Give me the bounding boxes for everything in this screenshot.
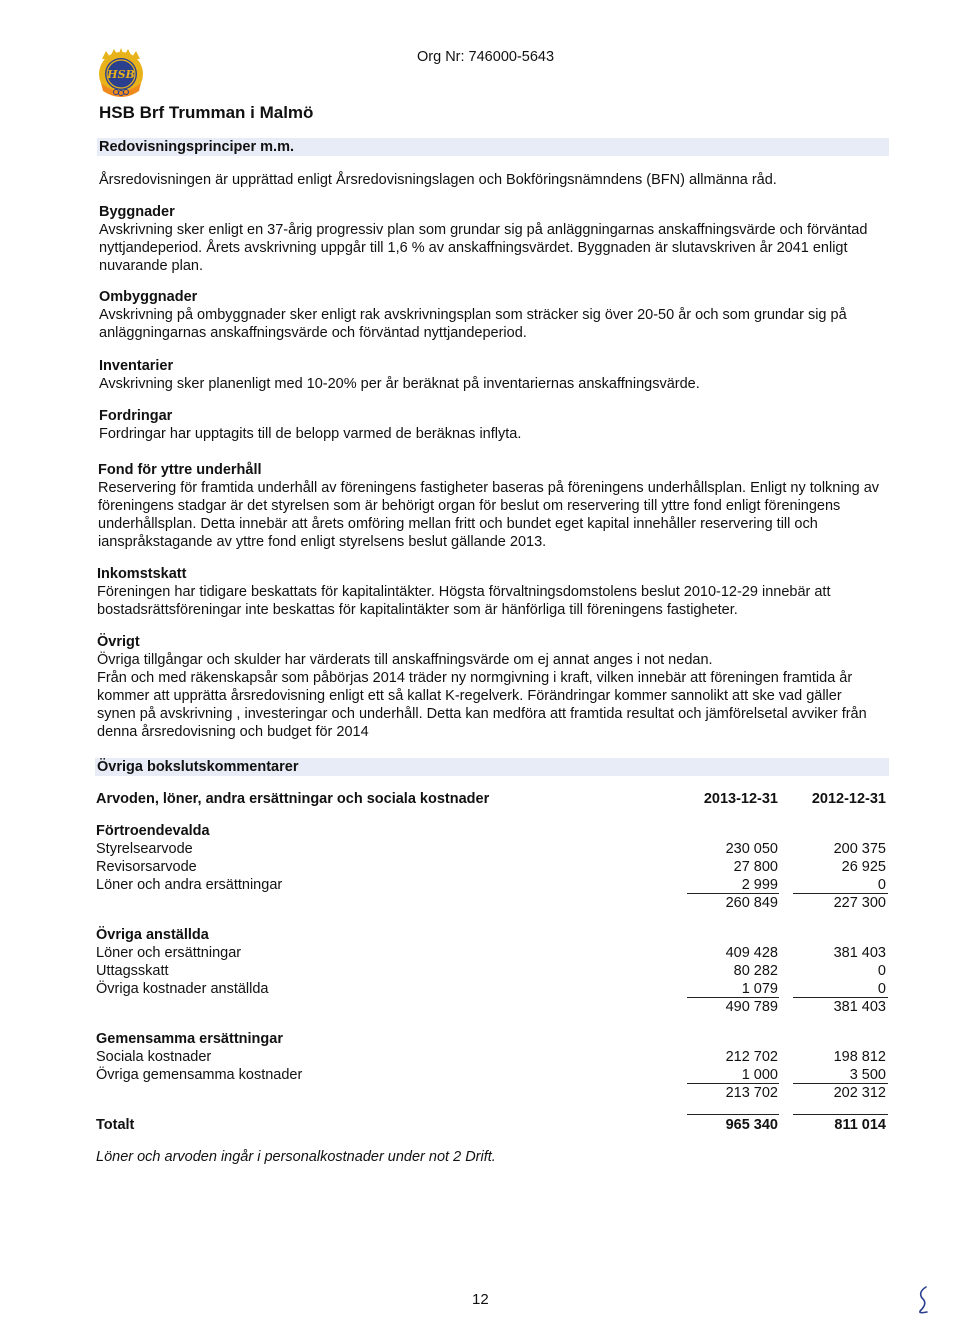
table-row (96, 1066, 890, 1084)
section-heading: Övrigt (97, 634, 140, 650)
paragraph-line: Avskrivning sker enligt en 37-årig progressiv plan som grundar sig på anläggningarnas anskaffningsvärde och förväntad (99, 222, 868, 238)
row-value-2013: 2 999 (741, 877, 778, 893)
subtotal-2012: 227 300 (833, 895, 886, 911)
total-2012: 811 014 (834, 1117, 886, 1133)
table-row (96, 962, 890, 980)
paragraph-line: kommer att upprätta årsredovisning enligt ett så kallat K-regelverk. Förändringar kommer sannolikt att ske vad gäller (97, 688, 842, 704)
section-bar-principles (97, 138, 889, 156)
row-label: Sociala kostnader (96, 1049, 212, 1065)
total-2013: 965 340 (725, 1117, 778, 1133)
handwritten-initial-icon (912, 1284, 936, 1322)
row-value-2013: 230 050 (725, 841, 778, 857)
section-fond (98, 461, 879, 551)
section-heading: Ombyggnader (99, 289, 198, 305)
intro-paragraph (99, 171, 777, 189)
row-label: Revisorsarvode (96, 859, 197, 875)
row-value-2013: 80 282 (733, 963, 778, 979)
paragraph-line: Avskrivning på ombyggnader sker enligt rak avskrivningsplan som sträcker sig över 20-50 år och som grundar sig på (99, 307, 847, 323)
footnote: Löner och arvoden ingår i personalkostnader under not 2 Drift. (96, 1149, 496, 1165)
table-row (96, 980, 890, 998)
row-label: Uttagsskatt (96, 963, 169, 979)
paragraph-line: bostadsrättsföreningar inte beskattas för kapitalintäkter som är hänförliga till föreningens fastigheter. (97, 602, 738, 618)
section-inkomstskatt (97, 565, 831, 619)
section-byggnader (99, 203, 867, 275)
column-header-2012: 2012-12-31 (811, 791, 886, 807)
row-value-2012: 198 812 (833, 1049, 886, 1065)
row-value-2012: 0 (877, 963, 886, 979)
subtotal-row (96, 1084, 890, 1102)
row-value-2012: 381 403 (833, 945, 886, 961)
table-row (96, 1048, 890, 1066)
paragraph-line: Fordringar har upptagits till de belopp varmed de beräknas inflyta. (99, 426, 522, 442)
subtotal-2013: 213 702 (725, 1085, 778, 1101)
row-value-2012: 26 925 (841, 859, 886, 875)
section-title: Övriga bokslutskommentarer (97, 759, 299, 775)
group-heading: Förtroendevalda (96, 823, 210, 839)
organization-name: HSB Brf Trumman i Malmö (99, 103, 314, 122)
total-label: Totalt (96, 1117, 135, 1133)
subtotal-row (96, 998, 890, 1016)
section-heading: Byggnader (99, 204, 175, 220)
paragraph-line: anläggningarnas anskaffningsvärde och förväntad nyttjandeperiod. (99, 325, 527, 341)
section-ombyggnader (99, 288, 847, 342)
table-header-row (96, 790, 890, 808)
row-value-2013: 212 702 (725, 1049, 778, 1065)
section-ovrigt (97, 633, 867, 741)
section-heading: Inventarier (99, 358, 174, 374)
table-title: Arvoden, löner, andra ersättningar och sociala kostnader (96, 791, 490, 807)
paragraph-line: föreningens stadgar är det styrelsen som är behörigt organ för beslut om reservering till yttre fond enligt föreningens (98, 498, 841, 514)
paragraph-line: Avskrivning sker planenligt med 10-20% per år beräknat på inventariernas anskaffningsvärde. (99, 376, 700, 392)
paragraph-line: Föreningen har tidigare beskattats för kapitalintäkter. Högsta förvaltningsdomstolens beslut 2010-12-29 innebär att (97, 584, 831, 600)
total-row (96, 1116, 890, 1134)
section-heading: Fordringar (99, 408, 173, 424)
paragraph-line: Reservering för framtida underhåll av föreningens fastigheter baseras på föreningens underhållsplan. Enligt ny tolkning av (98, 480, 880, 496)
paragraph-line: nyttjandeperiod. Årets avskrivning uppgår till 1,6 % av anskaffningsvärdet. Byggnaden är slutavskriven år 2041 enligt (99, 240, 848, 256)
group-heading-row (96, 926, 890, 944)
section-bar-comments (95, 758, 889, 776)
row-label: Löner och andra ersättningar (96, 877, 283, 893)
group-heading-row (96, 822, 890, 840)
table-row (96, 858, 890, 876)
subtotal-2013: 260 849 (725, 895, 778, 911)
paragraph-line: nuvarande plan. (99, 258, 203, 274)
section-heading: Fond för yttre underhåll (98, 462, 262, 478)
subtotal-row (96, 894, 890, 912)
table-row (96, 840, 890, 858)
paragraph-line: denna årsredovisning och budget för 2014 (97, 724, 369, 740)
row-label: Löner och ersättningar (96, 945, 242, 961)
row-value-2013: 1 000 (741, 1067, 778, 1083)
svg-text:HSB: HSB (107, 68, 135, 81)
row-label: Övriga gemensamma kostnader (96, 1067, 303, 1083)
group-heading-row (96, 1030, 890, 1048)
section-heading: Inkomstskatt (97, 566, 187, 582)
paragraph-line: underhållsplan. Detta innebär att årets omföring mellan fritt och bundet eget kapital innehåller reservering till och (98, 516, 818, 532)
subtotal-2012: 381 403 (833, 999, 886, 1015)
page-number: 12 (472, 1291, 489, 1308)
subtotal-2013: 490 789 (725, 999, 778, 1015)
row-label: Styrelsearvode (96, 841, 193, 857)
row-value-2013: 27 800 (733, 859, 778, 875)
table-row (96, 876, 890, 894)
intro-text: Årsredovisningen är upprättad enligt Årsredovisningslagen och Bokföringsnämndens (BFN) allmänna råd. (99, 172, 777, 188)
group-heading: Övriga anställda (96, 927, 209, 943)
row-value-2012: 3 500 (849, 1067, 886, 1083)
total-rule (687, 1114, 779, 1115)
group-heading: Gemensamma ersättningar (96, 1031, 283, 1047)
row-value-2012: 0 (877, 877, 886, 893)
table-row (96, 944, 890, 962)
row-label: Övriga kostnader anställda (96, 981, 269, 997)
paragraph-line: synen på avskrivning , investeringar och underhåll. Detta kan medföra att framtida resultat och jämförelsetal avviker från (97, 706, 867, 722)
column-header-2013: 2013-12-31 (703, 791, 778, 807)
row-value-2012: 200 375 (833, 841, 886, 857)
paragraph-line: Från och med räkenskapsår som påbörjas 2014 träder ny normgivning i kraft, vilken innebär att föreningen framtida år (97, 670, 853, 686)
total-rule (793, 1114, 888, 1115)
subtotal-2012: 202 312 (833, 1085, 886, 1101)
row-value-2012: 0 (877, 981, 886, 997)
hsb-logo-icon (92, 47, 150, 99)
org-number: Org Nr: 746000-5643 (417, 49, 555, 65)
paragraph-line: Övriga tillgångar och skulder har värderats till anskaffningsvärde om ej annat anges i not nedan. (97, 652, 713, 668)
section-fordringar (99, 407, 521, 443)
section-inventarier (99, 357, 700, 393)
row-value-2013: 409 428 (725, 945, 778, 961)
paragraph-line: ianspråkstagande av yttre fond enligt styrelsens beslut gällande 2013. (98, 534, 547, 550)
section-title: Redovisningsprinciper m.m. (99, 139, 294, 155)
row-value-2013: 1 079 (741, 981, 778, 997)
